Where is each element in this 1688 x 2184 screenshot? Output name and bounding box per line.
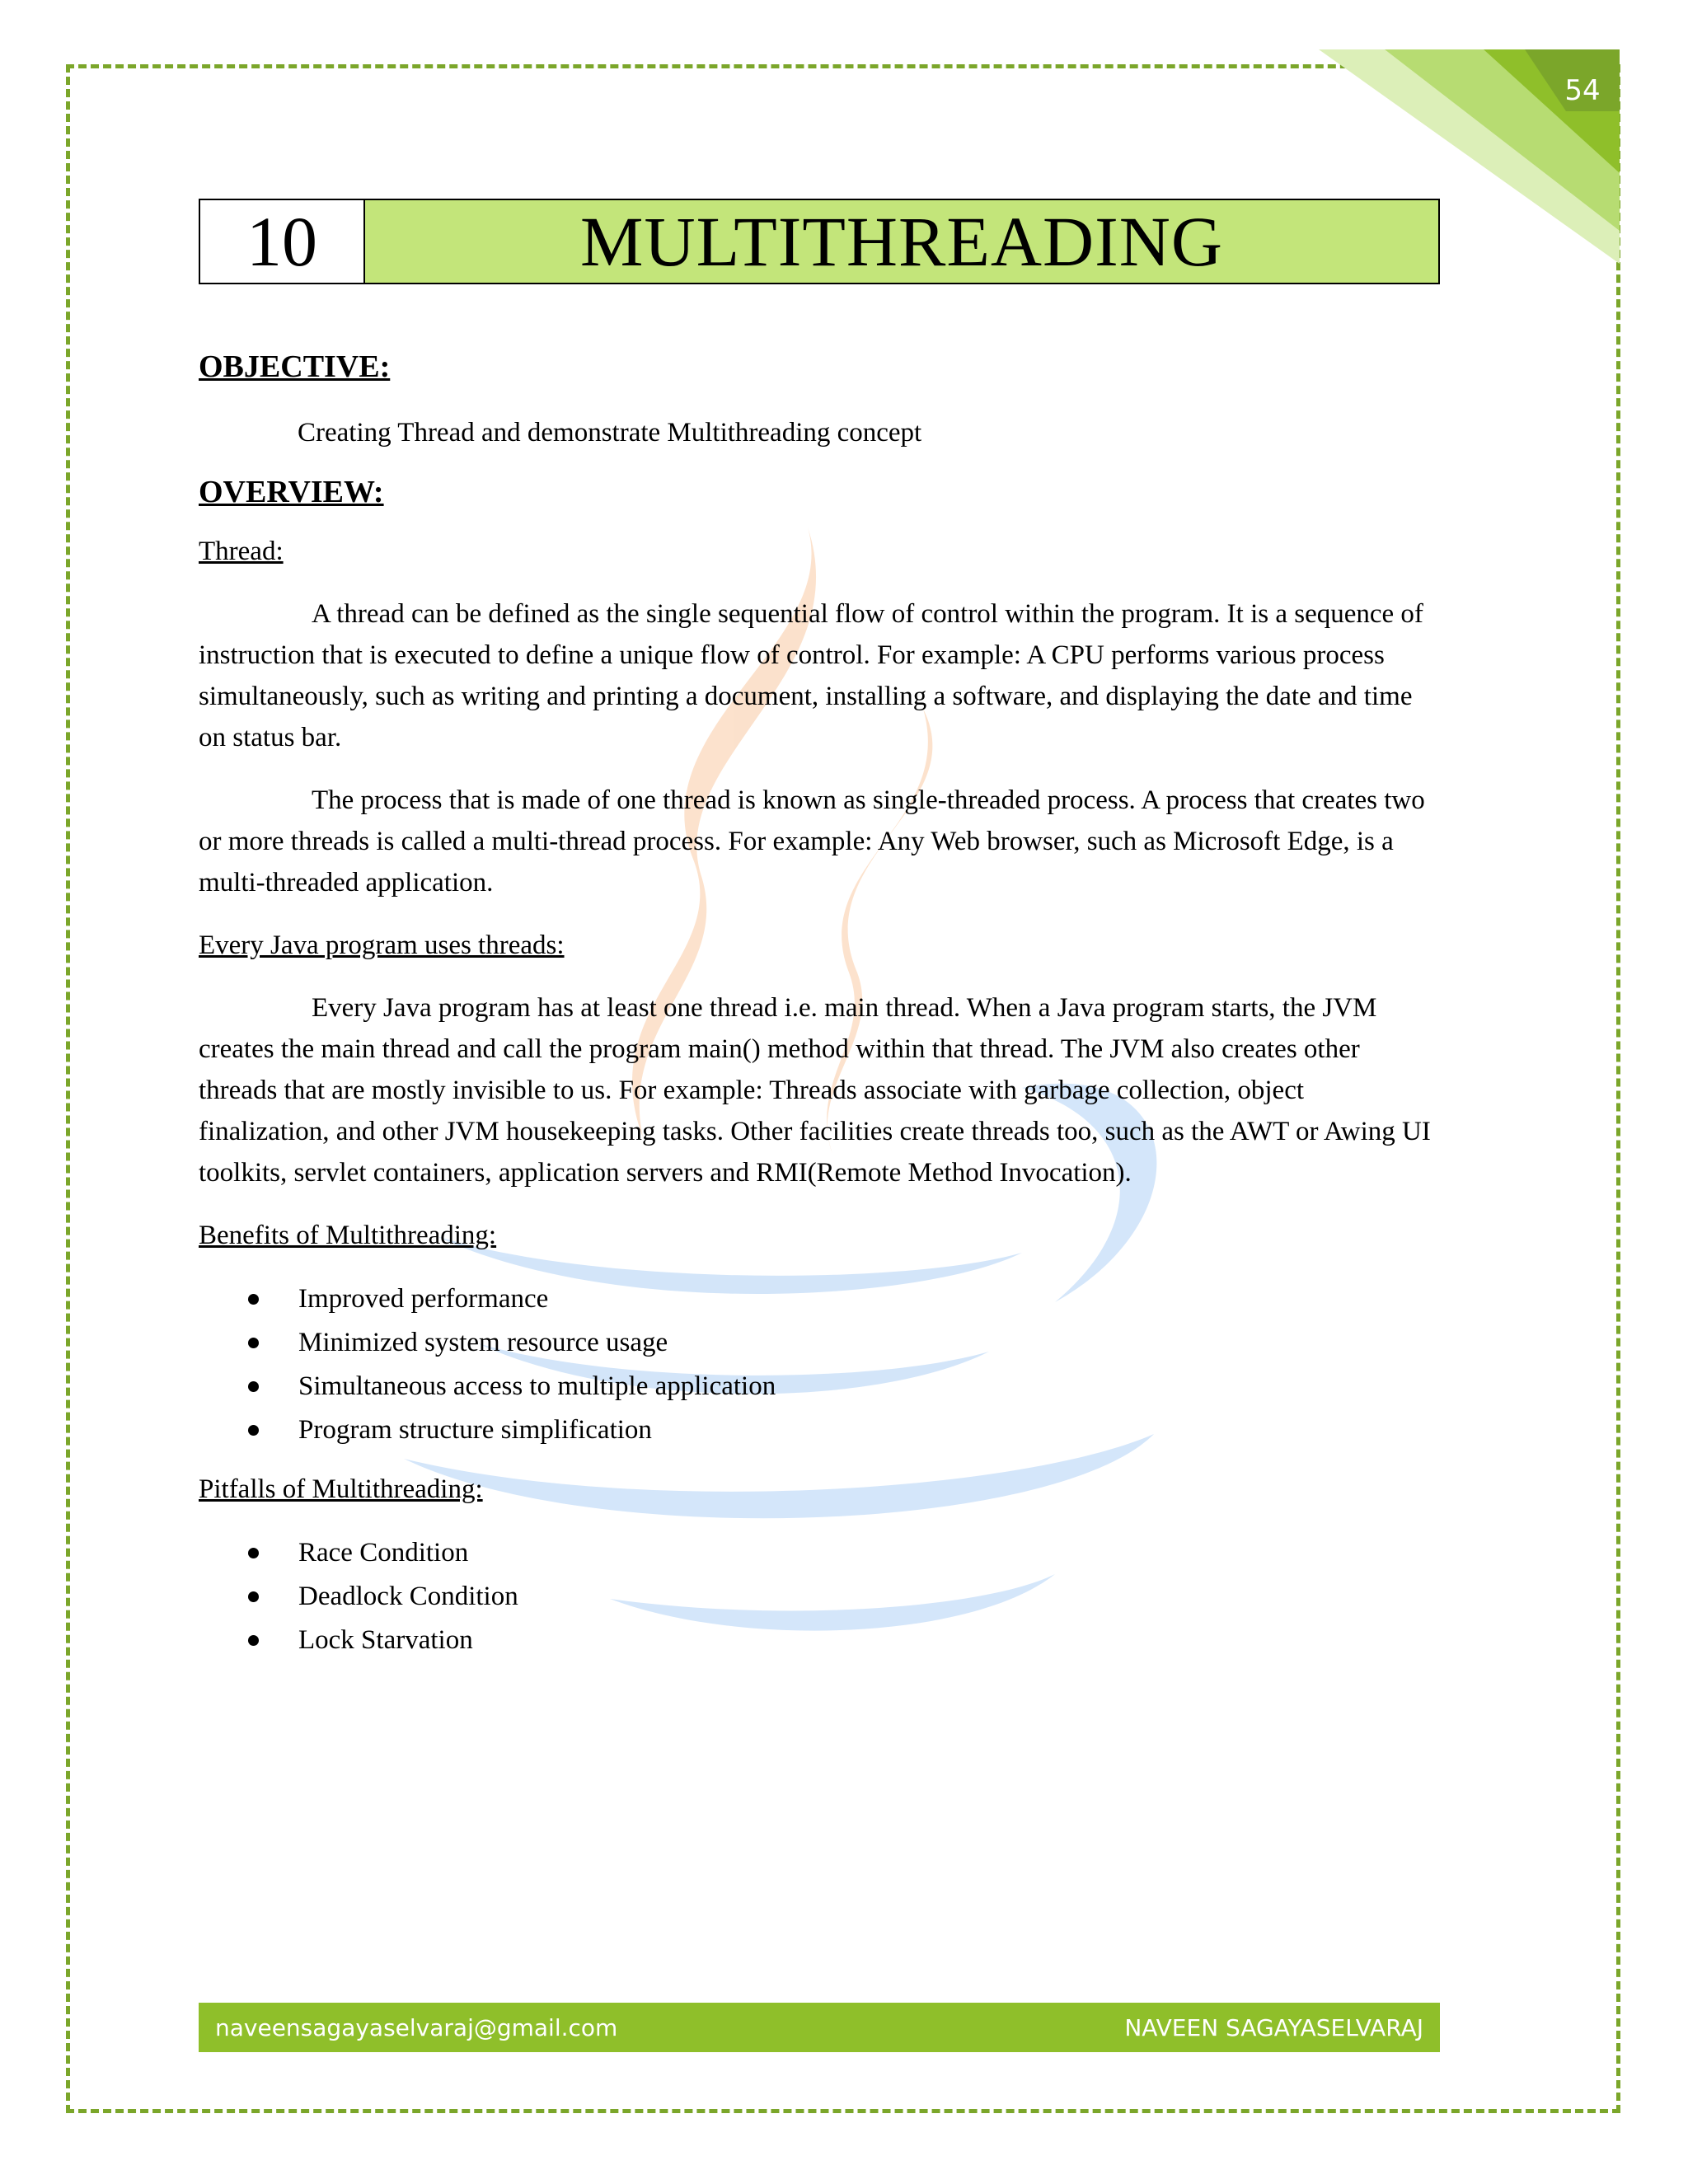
list-item: Program structure simplification (199, 1408, 1440, 1452)
document-body (199, 346, 1440, 1662)
bullet-icon (248, 1425, 259, 1436)
overview-heading: OVERVIEW: (199, 475, 384, 509)
java-threads-paragraph: Every Java program has at least one thread i.e. main thread. When a Java program starts, the JVM creates the main thread and call the program main() method within that thread. The JVM also creates other threads that are mostly invisible to us. For example: Threads associate with garbage collection, object finalization, and other JVM housekeeping tasks. Other facilities create threads too, such as the AWT or Awing UI toolkits, servlet containers, application servers and RMI(Remote Method Invocation). (199, 993, 1431, 1188)
java-threads-heading: Every Java program uses threads: (199, 930, 565, 960)
objective-text: Creating Thread and demonstrate Multithreading concept (298, 418, 922, 448)
list-item: Race Condition (199, 1531, 1440, 1575)
page-number: 54 (1564, 74, 1601, 107)
list-item: Deadlock Condition (199, 1575, 1440, 1619)
list-item: Simultaneous access to multiple application (199, 1365, 1440, 1408)
thread-paragraph: The process that is made of one thread is known as single-threaded process. A process that creates two or more threads is called a multi-thread process. For example: Any Web browser, such as Microsoft Edge, is a multi-threaded application. (199, 785, 1425, 898)
chapter-title: MULTITHREADING (365, 200, 1438, 283)
bullet-icon (248, 1591, 259, 1602)
benefits-list (199, 1277, 1440, 1452)
chapter-number: 10 (200, 200, 365, 283)
pitfalls-list (199, 1531, 1440, 1662)
list-item: Lock Starvation (199, 1619, 1440, 1662)
footer-author: NAVEEN SAGAYASELVARAJ (1124, 2013, 1423, 2041)
list-item: Improved performance (199, 1277, 1440, 1321)
footer-email: naveensagayaselvaraj@gmail.com (215, 2013, 618, 2041)
thread-paragraph: A thread can be defined as the single sequential flow of control within the program. It is a sequence of instruction that is executed to define a unique flow of control. For example: A CPU performs various process simultaneously, such as writing and printing a document, installing a software, and displaying the date and time on status bar. (199, 599, 1423, 752)
pitfalls-heading: Pitfalls of Multithreading: (199, 1474, 483, 1504)
bullet-icon (248, 1294, 259, 1305)
footer-bar (199, 2003, 1440, 2052)
bullet-icon (248, 1635, 259, 1646)
bullet-icon (248, 1548, 259, 1558)
objective-heading: OBJECTIVE: (199, 349, 391, 384)
bullet-icon (248, 1381, 259, 1392)
thread-heading: Thread: (199, 537, 284, 566)
benefits-heading: Benefits of Multithreading: (199, 1221, 497, 1250)
bullet-icon (248, 1338, 259, 1348)
list-item: Minimized system resource usage (199, 1321, 1440, 1365)
chapter-header (199, 199, 1440, 284)
